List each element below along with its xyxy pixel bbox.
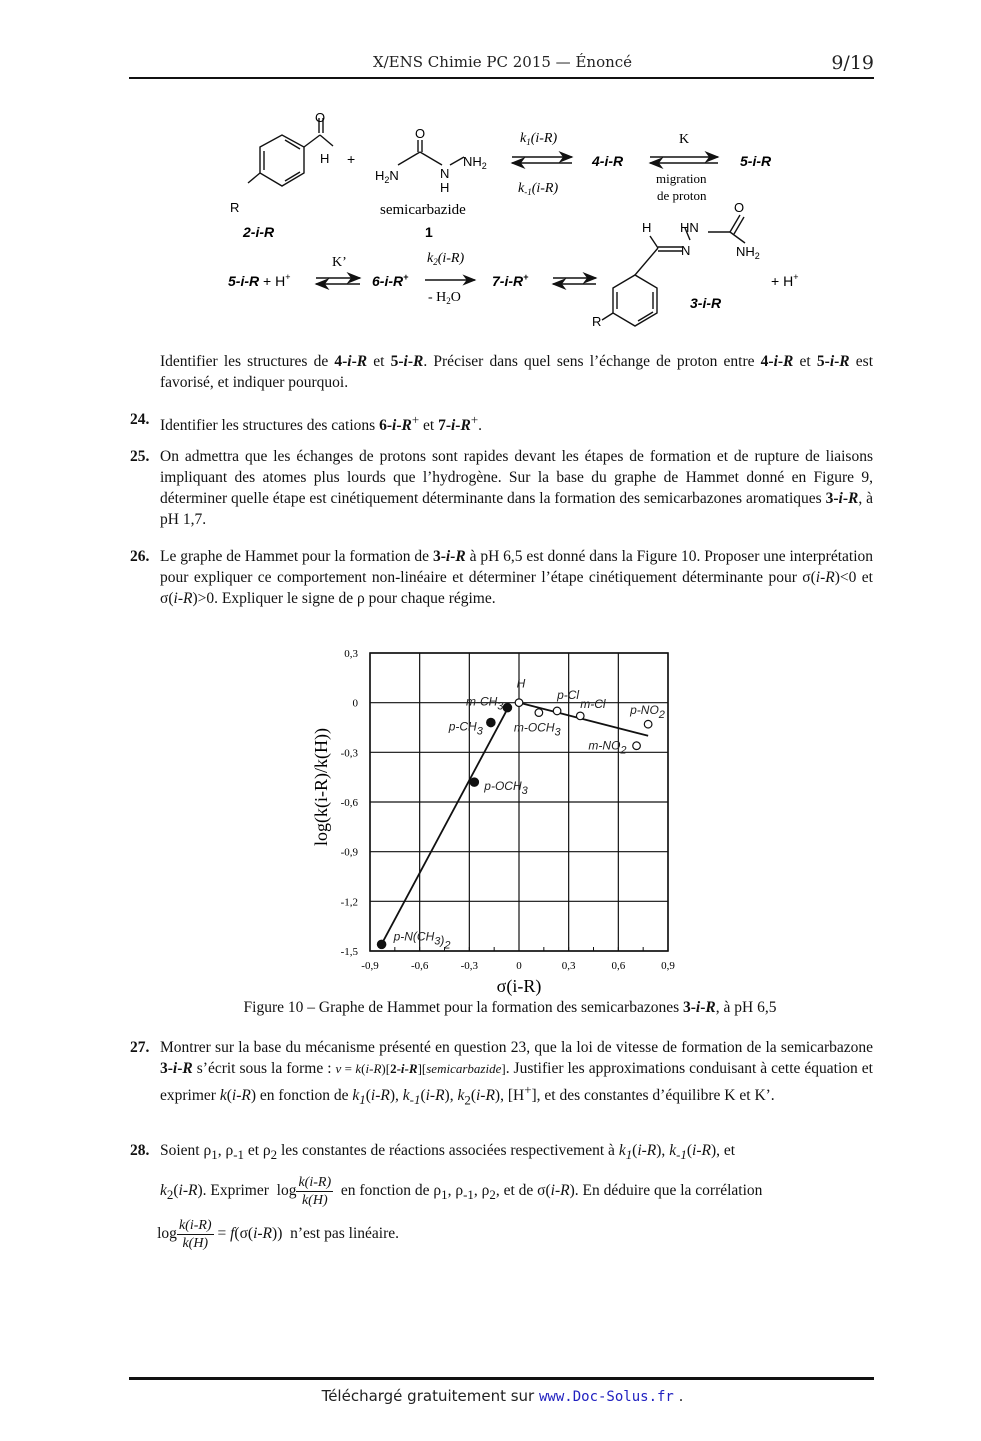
svg-text:k2(i-R): $k_2(i-R)$ <box>427 251 465 267</box>
data-point <box>633 742 641 750</box>
point-label: m-CH3 <box>465 694 504 713</box>
footer: Téléchargé gratuitement sur www.Doc-Solus.fr . <box>321 1387 684 1405</box>
svg-text:6-i-R+: 6-i-R+ <box>372 272 409 289</box>
point-label: p-OCH3 <box>484 779 528 798</box>
point-label: p-NO2 <box>630 703 665 722</box>
label-3-i-R: 3-i-R <box>690 295 722 311</box>
data-point <box>487 718 495 726</box>
data-point <box>576 712 584 720</box>
y-tick-label: 0 <box>352 697 358 710</box>
atom-R: R <box>230 200 240 215</box>
question-23-text: Identifier les structures de 4-i-R et 5-i-R. Préciser dans quel sens l’échange de proton entre 4-i-R et 5-i-R est favorisé, et indiquer pourquoi. <box>160 353 874 391</box>
point-label: m-NO2 <box>588 738 627 757</box>
point-label: p-N(CH3)2 <box>393 929 451 952</box>
x-tick-label: -0,3 <box>460 960 479 972</box>
row2-start: 5-i-R + H+ <box>228 272 291 289</box>
x-tick-label: -0,9 <box>361 960 379 972</box>
label-5-i-R: 5-i-R <box>740 153 772 169</box>
svg-text:k1(i-R): $k_1(i-R)$ <box>520 131 558 147</box>
data-point <box>377 940 385 948</box>
label-K-prime: K’ <box>332 255 347 270</box>
y-tick-label: -1,5 <box>340 946 358 958</box>
page-number: 9/19 <box>831 52 874 74</box>
svg-text:H: H <box>642 220 652 235</box>
footer-rule <box>129 1377 874 1380</box>
question-number: 28. <box>130 1142 150 1159</box>
question-27: 27. Montrer sur la base du mécanisme présenté en question 23, que la loi de vitesse de formation de la semicarbazone 3-i-R s’écrit sous la forme : v = k(i-R)[2-i-R][semicarbazide]. Justifier les approximations conduisant à cette équation et exprimer k(i-R) en fonction de $k_1(i-R)$, $k_{-1}(i-R)$, $k_2(i-R)$, [H+], et des constantes d’équilibre K et K’. <box>130 1039 873 1108</box>
point-label: m-Cl <box>580 696 606 711</box>
header-rule <box>129 77 874 79</box>
question-number: 25. <box>130 448 150 465</box>
reaction-scheme <box>220 100 820 340</box>
x-tick-label: 0 <box>516 960 522 972</box>
question-25: 25. On admettra que les échanges de protons sont rapides devant les étapes de formation et de rupture de liaisons impliquant des atomes plus lourds que l’hydrogène. Sur la base du graphe de Hammet donné en Figure 9, déterminer quelle étape est cinétiquement déterminante dans la formation des semicarbazones aromatiques 3-i-R, à pH 1,7. <box>130 448 873 528</box>
y-tick-label: -0,6 <box>340 797 358 809</box>
svg-text:NH2: $NH_2$ <box>736 244 760 261</box>
svg-text:- H2O: - $H_2O$ <box>428 290 461 306</box>
footer-text: Téléchargé gratuitement sur <box>321 1387 535 1405</box>
de-proton-label: de proton <box>657 188 707 203</box>
label-2-i-R: 2-i-R <box>243 224 275 240</box>
label-K: K <box>679 132 690 147</box>
footer-link[interactable]: www.Doc-Solus.fr <box>539 1389 674 1405</box>
plus-sign: + <box>347 151 356 167</box>
semicarbazide-name: semicarbazide <box>380 202 466 218</box>
svg-text:H: H <box>440 180 450 195</box>
semicarbazide-number: 1 <box>425 224 433 240</box>
svg-text:NH2: $NH_2$ <box>463 154 487 171</box>
migration-label: migration <box>656 171 707 186</box>
x-tick-label: 0,6 <box>611 960 626 972</box>
figure-caption: Figure 10 – Graphe de Hammet pour la formation des semicarbazones 3-i-R, à pH 6,5 <box>243 999 777 1016</box>
svg-text:N: N <box>681 243 691 258</box>
svg-text:HN: HN <box>680 220 699 235</box>
semicarbazide-structure <box>398 140 464 165</box>
question-24: 24. Identifier les structures des cations 6-i-R+ et 7-i-R+. <box>130 411 482 435</box>
data-point <box>553 707 561 715</box>
svg-text:O: O <box>734 200 745 215</box>
x-tick-label: 0,3 <box>561 960 576 972</box>
svg-text:O: O <box>415 126 426 141</box>
x-tick-label: 0,9 <box>661 960 675 972</box>
question-number: 27. <box>130 1039 150 1056</box>
data-point <box>644 720 652 728</box>
fit-line <box>383 706 509 941</box>
question-number: 26. <box>130 548 150 565</box>
svg-text:+ H+: + H+ <box>771 272 799 289</box>
hammett-chart <box>300 640 700 1000</box>
svg-text:k-1(i-R): $k_{-1}(i-R)$ <box>518 181 559 197</box>
data-point <box>515 699 523 707</box>
y-tick-label: -0,3 <box>340 747 358 760</box>
atom-H: H <box>320 151 330 166</box>
question-28: 28. Soient $\rho_1$, $\rho_{-1}$ et $\rho_2$ les constantes de réactions associées respectivement à $k_1(i-R)$, $k_{-1}(i-R)$, et $k_2(i-R)$. Exprimer log $\frac{k(i-R)}{k(H)}$ en fonction de $\rho_1$, $\rho_{-1}$, $\rho_2$, et de σ(i-R). En déduire que la corrélation log $\frac{k(i-R)}{k(H)}$ = f(σ(i-R)) n’est pas linéaire. <box>130 1142 763 1252</box>
atom-O: O <box>315 110 326 125</box>
point-label: p-CH3 <box>448 719 483 738</box>
x-axis-label: σ(i-R) <box>496 976 542 996</box>
question-number: 24. <box>130 411 150 428</box>
y-tick-label: -0,9 <box>340 846 358 859</box>
label-4-i-R: 4-i-R <box>592 153 624 169</box>
point-label: p-Cl <box>557 687 580 702</box>
x-tick-label: -0,6 <box>410 960 429 972</box>
svg-text:N: N <box>440 166 450 181</box>
point-label: m-OCH3 <box>513 720 561 739</box>
data-point <box>470 778 478 786</box>
data-point <box>535 709 543 717</box>
svg-text:7-i-R+: 7-i-R+ <box>492 272 529 289</box>
svg-text:R: R <box>592 314 602 329</box>
semicarbazone-structure <box>602 215 745 326</box>
data-point <box>503 703 511 711</box>
y-tick-label: -1,2 <box>340 896 358 909</box>
point-label: H <box>516 676 526 691</box>
y-axis-label: log(k(i-R)/k(H)) <box>311 728 331 846</box>
y-tick-label: 0,3 <box>344 648 358 660</box>
header-title: X/ENS Chimie PC 2015 — Énoncé <box>372 53 633 71</box>
svg-text:H2N: $H_2N$ <box>375 168 399 185</box>
question-26: 26. Le graphe de Hammet pour la formation de 3-i-R à pH 6,5 est donné dans la Figure 10. Proposer une interprétation pour expliquer ce comportement non-linéaire et déterminer l’étape cinétiquement déterminante pour σ(i-R)<0 et σ(i-R)>0. Expliquer le signe de ρ pour chaque régime. <box>130 548 873 607</box>
